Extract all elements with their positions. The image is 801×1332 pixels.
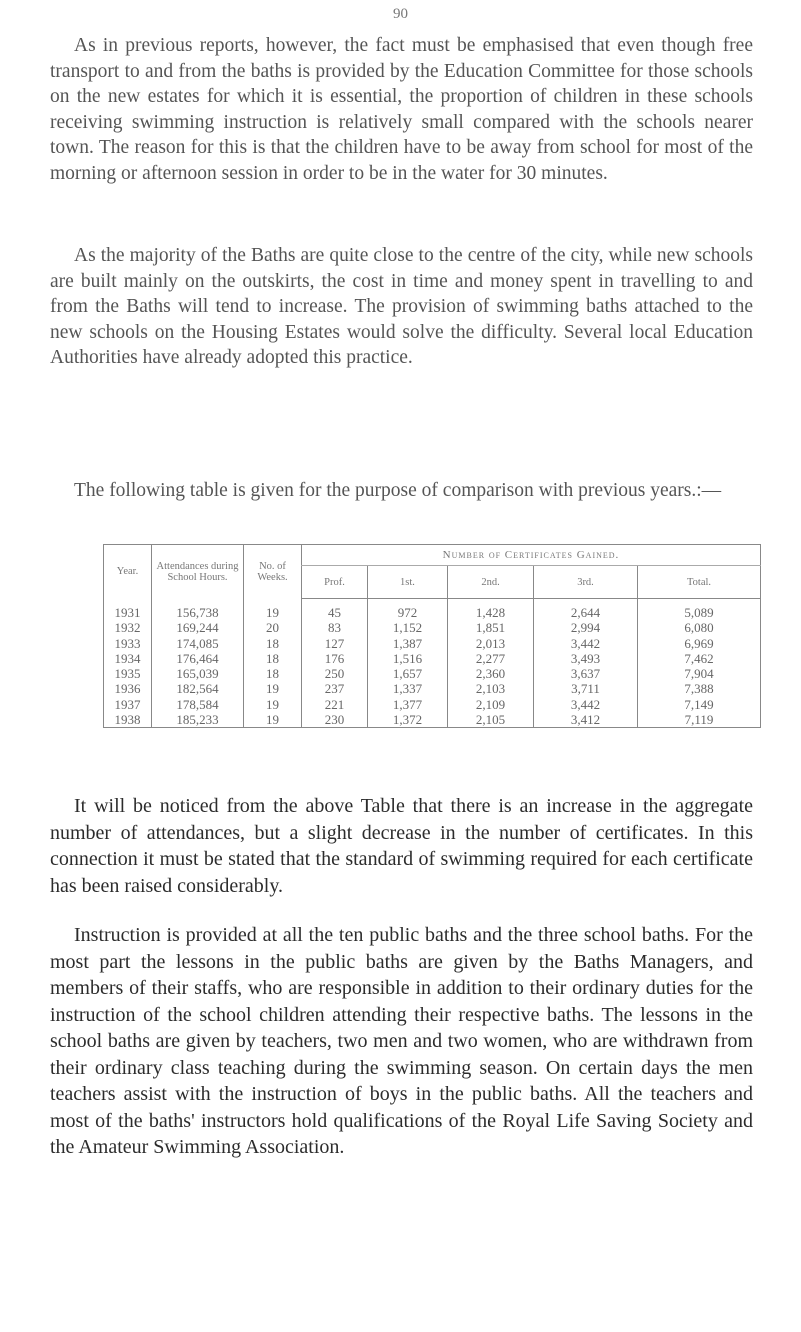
cell-first: 1,387 (368, 636, 448, 651)
cell-second: 1,851 (448, 620, 534, 635)
header-first: 1st. (368, 566, 448, 599)
table-row (104, 712, 761, 728)
cell-year: 1933 (104, 636, 152, 651)
cell-third: 2,644 (534, 599, 638, 621)
header-year: Year. (104, 545, 152, 599)
cell-first: 1,516 (368, 651, 448, 666)
cell-attendances: 176,464 (152, 651, 244, 666)
paragraph-baths-location: As the majority of the Baths are quite close to the centre of the city, while new schools are built mainly on the outskirts, the cost in time and money spent in travelling to and from the Baths will tend to increase. The provision of swimming baths attached to the new schools on the Housing Estates would solve the difficulty. Several local Education Authorities have already adopted this practice. (50, 245, 753, 369)
table-header-row (104, 545, 761, 566)
cell-weeks: 19 (244, 697, 302, 712)
header-weeks: No. of Weeks. (244, 545, 302, 599)
cell-first: 1,372 (368, 712, 448, 728)
cell-total: 7,388 (638, 681, 761, 696)
table-row (104, 666, 761, 681)
cell-weeks: 18 (244, 651, 302, 666)
cell-weeks: 18 (244, 636, 302, 651)
cell-prof: 45 (302, 599, 368, 621)
table-row (104, 599, 761, 621)
cell-second: 2,105 (448, 712, 534, 728)
table-row (104, 651, 761, 666)
header-attendances: Attendances during School Hours. (152, 545, 244, 599)
cell-second: 1,428 (448, 599, 534, 621)
cell-second: 2,277 (448, 651, 534, 666)
cell-second: 2,103 (448, 681, 534, 696)
cell-year: 1936 (104, 681, 152, 696)
cell-prof: 176 (302, 651, 368, 666)
cell-second: 2,360 (448, 666, 534, 681)
cell-total: 7,119 (638, 712, 761, 728)
paragraph-transport: As in previous reports, however, the fact must be emphasised that even though free transport to and from the baths is provided by the Education Committee for those schools on the new estates for which it is essential, the proportion of children in these schools receiving swimming instruction is relatively small compared with the schools nearer town. The reason for this is that the children have to be away from school for most of the morning or afternoon session in order to be in the water for 30 minutes. (50, 35, 753, 184)
cell-total: 7,462 (638, 651, 761, 666)
cell-year: 1931 (104, 599, 152, 621)
table-row (104, 620, 761, 635)
header-total: Total. (638, 566, 761, 599)
cell-attendances: 174,085 (152, 636, 244, 651)
cell-prof: 83 (302, 620, 368, 635)
cell-year: 1932 (104, 620, 152, 635)
cell-attendances: 185,233 (152, 712, 244, 728)
cell-third: 2,994 (534, 620, 638, 635)
certificates-table-wrapper (103, 544, 760, 728)
table-row (104, 697, 761, 712)
header-third: 3rd. (534, 566, 638, 599)
cell-prof: 127 (302, 636, 368, 651)
header-second: 2nd. (448, 566, 534, 599)
cell-third: 3,711 (534, 681, 638, 696)
certificates-table (103, 544, 761, 728)
cell-attendances: 156,738 (152, 599, 244, 621)
page-number: 90 (393, 6, 408, 22)
cell-weeks: 18 (244, 666, 302, 681)
cell-attendances: 178,584 (152, 697, 244, 712)
cell-weeks: 19 (244, 599, 302, 621)
cell-second: 2,013 (448, 636, 534, 651)
cell-first: 1,152 (368, 620, 448, 635)
cell-total: 7,904 (638, 666, 761, 681)
cell-first: 1,377 (368, 697, 448, 712)
cell-prof: 250 (302, 666, 368, 681)
cell-first: 1,337 (368, 681, 448, 696)
table-row (104, 681, 761, 696)
cell-prof: 221 (302, 697, 368, 712)
cell-year: 1935 (104, 666, 152, 681)
cell-attendances: 165,039 (152, 666, 244, 681)
cell-year: 1934 (104, 651, 152, 666)
cell-total: 6,969 (638, 636, 761, 651)
paragraph-instruction: Instruction is provided at all the ten public baths and the three school baths. For the most part the lessons in the public baths are given by the Baths Managers, and members of their staffs, who are responsible in addition to their ordinary duties for the instruction of the school children attending their respective baths. The lessons in the school baths are given by teachers, two men and two women, who are withdrawn from their ordinary class teaching during the swimming season. On certain days the men teachers assist with the instruction of boys in the public baths. All the teachers and most of the baths' instructors hold qualifications of the Royal Life Saving Society and the Amateur Swimming Association. (50, 924, 753, 1158)
cell-prof: 230 (302, 712, 368, 728)
cell-total: 6,080 (638, 620, 761, 635)
cell-second: 2,109 (448, 697, 534, 712)
cell-third: 3,412 (534, 712, 638, 728)
header-certificates-group: Number of Certificates Gained. (302, 545, 761, 566)
cell-first: 1,657 (368, 666, 448, 681)
cell-third: 3,442 (534, 697, 638, 712)
paragraph-table-intro: The following table is given for the purpose of comparison with previous years.:— (74, 480, 722, 501)
cell-attendances: 182,564 (152, 681, 244, 696)
cell-third: 3,637 (534, 666, 638, 681)
cell-weeks: 20 (244, 620, 302, 635)
cell-total: 7,149 (638, 697, 761, 712)
cell-weeks: 19 (244, 681, 302, 696)
table-row (104, 636, 761, 651)
cell-third: 3,493 (534, 651, 638, 666)
cell-year: 1938 (104, 712, 152, 728)
cell-prof: 237 (302, 681, 368, 696)
header-prof: Prof. (302, 566, 368, 599)
cell-first: 972 (368, 599, 448, 621)
cell-total: 5,089 (638, 599, 761, 621)
cell-third: 3,442 (534, 636, 638, 651)
cell-weeks: 19 (244, 712, 302, 728)
cell-year: 1937 (104, 697, 152, 712)
paragraph-table-notes: It will be noticed from the above Table that there is an increase in the aggregate number of attendances, but a slight decrease in the number of certificates. In this connection it must be stated that the standard of swimming required for each certificate has been raised considerably. (50, 795, 753, 897)
cell-attendances: 169,244 (152, 620, 244, 635)
